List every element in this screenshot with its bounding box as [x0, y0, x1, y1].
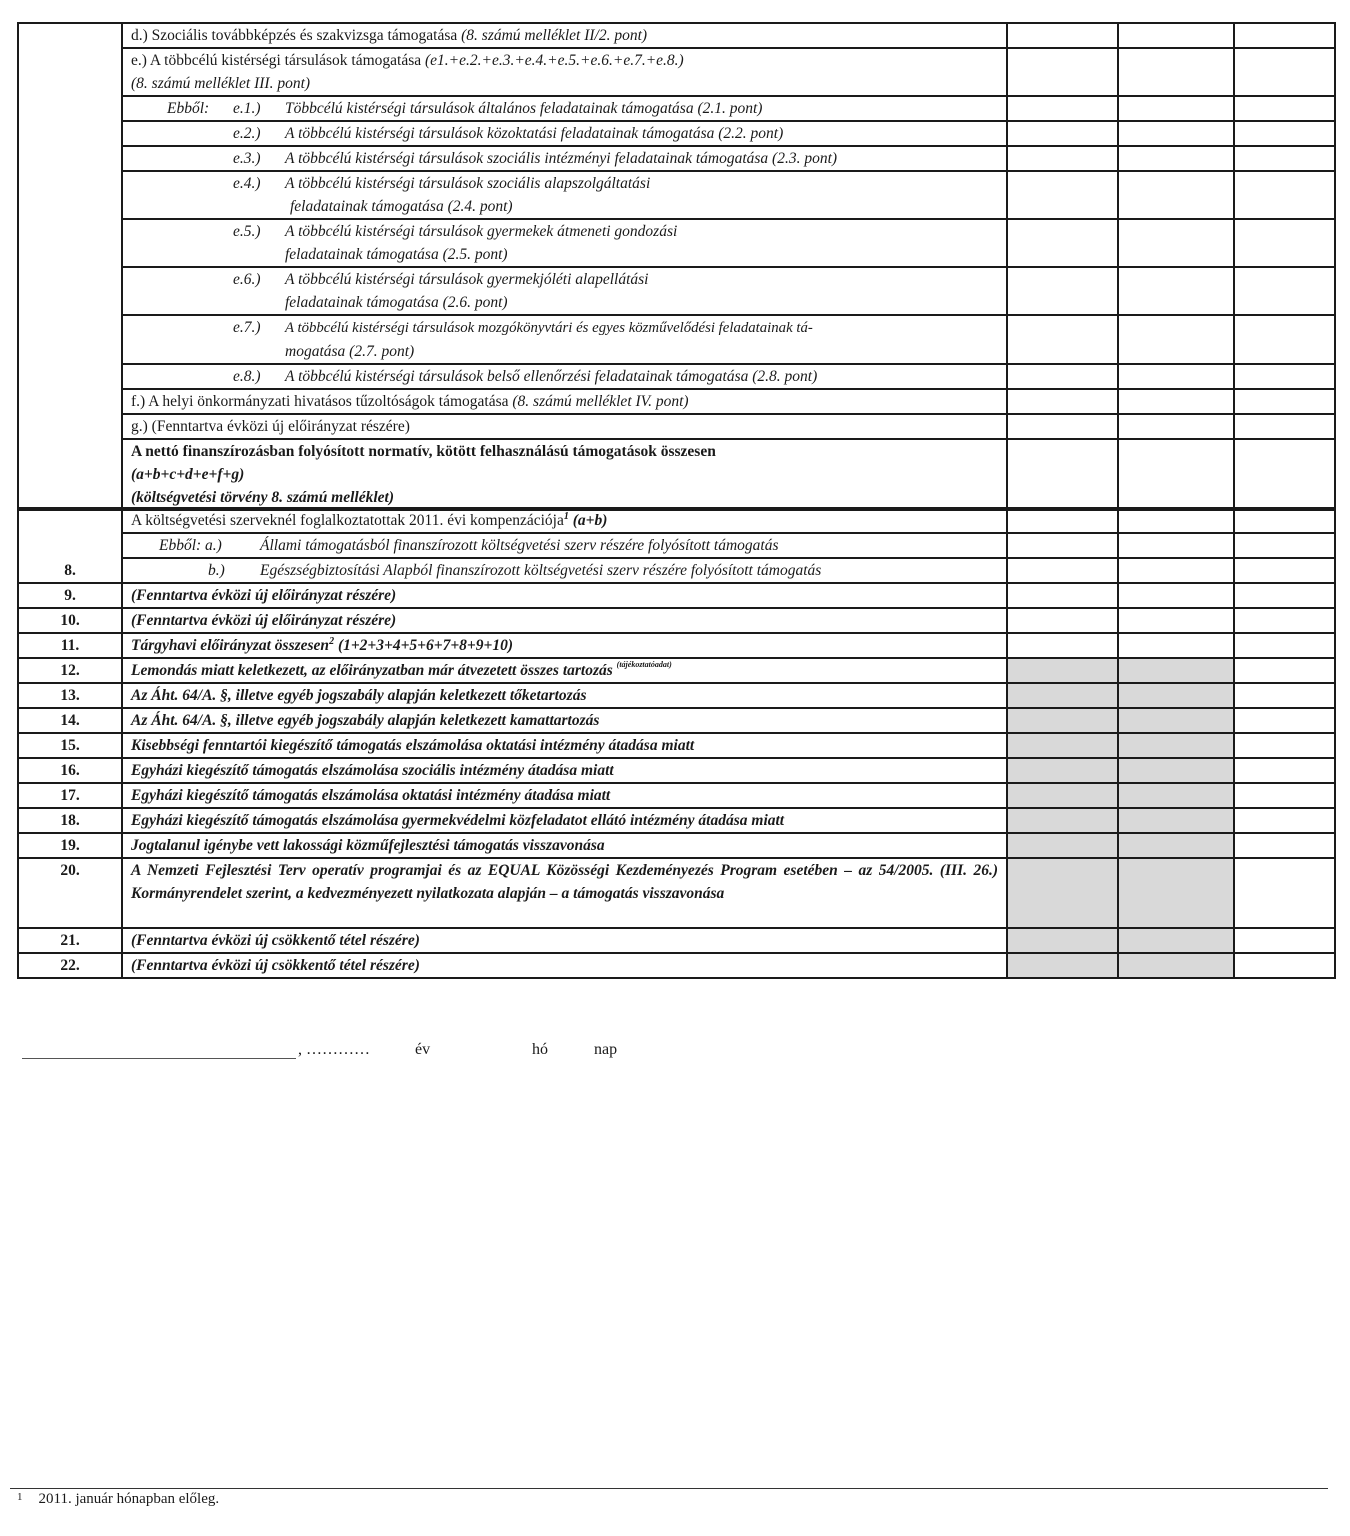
row-9-label: (Fenntartva évközi új előirányzat részére) — [122, 583, 1007, 608]
row-e6-label: e.6.) A többcélú kistérségi társulások gyermekjóléti alapellátási feladatainak támogatása (2.6. pont) — [122, 267, 1007, 315]
row-19-label: Jogtalanul igénybe vett lakossági közműfejlesztési támogatás visszavonása — [122, 833, 1007, 858]
value-cell[interactable] — [1118, 364, 1234, 389]
value-cell[interactable] — [1007, 414, 1118, 439]
year-label: év — [415, 1041, 431, 1058]
table-row — [18, 364, 1335, 389]
value-cell[interactable] — [1234, 146, 1335, 171]
subsidy-table-continued — [17, 507, 1336, 979]
value-cell[interactable] — [1007, 558, 1118, 583]
value-cell[interactable] — [1007, 389, 1118, 414]
value-cell[interactable] — [1234, 608, 1335, 633]
value-cell[interactable] — [1007, 23, 1118, 48]
value-cell[interactable] — [1234, 219, 1335, 267]
table-row — [18, 48, 1335, 96]
shaded-cell — [1007, 953, 1118, 978]
value-cell[interactable] — [1234, 928, 1335, 953]
table-row — [18, 558, 1335, 583]
shaded-cell — [1118, 658, 1234, 683]
value-cell[interactable] — [1234, 683, 1335, 708]
value-cell[interactable] — [1234, 121, 1335, 146]
table-row — [18, 758, 1335, 783]
table-row — [18, 171, 1335, 219]
value-cell[interactable] — [1234, 389, 1335, 414]
row-number: 10. — [18, 608, 122, 633]
row-number: 20. — [18, 858, 122, 928]
value-cell[interactable] — [1007, 171, 1118, 219]
table-row — [18, 658, 1335, 683]
value-cell[interactable] — [1234, 633, 1335, 658]
value-cell[interactable] — [1007, 315, 1118, 364]
row-e-label: e.) A többcélú kistérségi társulások támogatása (e1.+e.2.+e.3.+e.4.+e.5.+e.6.+e.7.+e.8.) (8. számú melléklet III. pont) — [122, 48, 1007, 96]
value-cell[interactable] — [1118, 583, 1234, 608]
shaded-cell — [1007, 658, 1118, 683]
row-d-label: d.) Szociális továbbképzés és szakvizsga támogatása (8. számú melléklet II/2. pont) — [122, 23, 1007, 48]
value-cell[interactable] — [1234, 808, 1335, 833]
value-cell[interactable] — [1118, 96, 1234, 121]
row-e5-label: e.5.) A többcélú kistérségi társulások gyermekek átmeneti gondozási feladatainak támogatása (2.5. pont) — [122, 219, 1007, 267]
value-cell[interactable] — [1007, 146, 1118, 171]
row-number: 15. — [18, 733, 122, 758]
value-cell[interactable] — [1234, 508, 1335, 533]
row-number: 9. — [18, 583, 122, 608]
table-row — [18, 96, 1335, 121]
value-cell[interactable] — [1234, 708, 1335, 733]
shaded-cell — [1007, 858, 1118, 928]
value-cell[interactable] — [1007, 508, 1118, 533]
shaded-cell — [1118, 953, 1234, 978]
footnote — [17, 1491, 219, 1508]
value-cell[interactable] — [1234, 96, 1335, 121]
value-cell[interactable] — [1234, 658, 1335, 683]
value-cell[interactable] — [1234, 533, 1335, 558]
value-cell[interactable] — [1118, 171, 1234, 219]
shaded-cell — [1118, 858, 1234, 928]
table-row — [18, 833, 1335, 858]
value-cell[interactable] — [1234, 315, 1335, 364]
row-number: 22. — [18, 953, 122, 978]
row-17-label: Egyházi kiegészítő támogatás elszámolása oktatási intézmény átadása miatt — [122, 783, 1007, 808]
table-row — [18, 683, 1335, 708]
shaded-cell — [1007, 833, 1118, 858]
shaded-cell — [1007, 783, 1118, 808]
row-13-label: Az Áht. 64/A. §, illetve egyéb jogszabály alapján keletkezett tőketartozás — [122, 683, 1007, 708]
table-row — [18, 315, 1335, 364]
value-cell[interactable] — [1118, 439, 1234, 510]
table-row — [18, 389, 1335, 414]
value-cell[interactable] — [1118, 633, 1234, 658]
row-e4-label: e.4.) A többcélú kistérségi társulások szociális alapszolgáltatási feladatainak támogatása (2.4. pont) — [122, 171, 1007, 219]
value-cell[interactable] — [1007, 267, 1118, 315]
year-blank[interactable]: , ………… — [298, 1041, 370, 1058]
footnote-divider — [10, 1488, 1328, 1489]
footnote-text: 2011. január hónapban előleg. — [38, 1491, 220, 1507]
value-cell[interactable] — [1234, 858, 1335, 928]
value-cell[interactable] — [1118, 533, 1234, 558]
table-row — [18, 267, 1335, 315]
table-row — [18, 608, 1335, 633]
shaded-cell — [1118, 683, 1234, 708]
day-label: nap — [594, 1041, 618, 1058]
shaded-cell — [1118, 928, 1234, 953]
value-cell[interactable] — [1234, 364, 1335, 389]
table-row — [18, 708, 1335, 733]
row-number: 14. — [18, 708, 122, 733]
value-cell[interactable] — [1118, 146, 1234, 171]
value-cell[interactable] — [1234, 953, 1335, 978]
table-row — [18, 953, 1335, 978]
table-row — [18, 633, 1335, 658]
row-12-label: Lemondás miatt keletkezett, az előirányzatban már átvezetett összes tartozás $^{(tájékoztatóadat)}$ — [122, 658, 1007, 683]
value-cell[interactable] — [1118, 121, 1234, 146]
value-cell[interactable] — [1234, 171, 1335, 219]
value-cell[interactable] — [1118, 389, 1234, 414]
row-number: 19. — [18, 833, 122, 858]
value-cell[interactable] — [1234, 439, 1335, 510]
row-11-label: Tárgyhavi előirányzat összesen$^2$ (1+2+3+4+5+6+7+8+9+10) — [122, 633, 1007, 658]
shaded-cell — [1118, 733, 1234, 758]
row-e3-label: e.3.) A többcélú kistérségi társulások szociális intézményi feladatainak támogatása (2.3. pont) — [122, 146, 1007, 171]
value-cell[interactable] — [1234, 758, 1335, 783]
shaded-cell — [1007, 733, 1118, 758]
table-row — [18, 414, 1335, 439]
table-row — [18, 121, 1335, 146]
value-cell[interactable] — [1118, 23, 1234, 48]
row-e7-label: e.7.) A többcélú kistérségi társulások mozgókönyvtári és egyes közművelődési feladatainak tá- mogatása (2.7. pont) — [122, 315, 1007, 364]
shaded-cell — [1118, 783, 1234, 808]
shaded-cell — [1118, 808, 1234, 833]
shaded-cell — [1007, 708, 1118, 733]
row-number: 8. — [18, 508, 122, 583]
value-cell[interactable] — [1118, 608, 1234, 633]
table-row — [18, 508, 1335, 533]
value-cell[interactable] — [1234, 23, 1335, 48]
row-10-label: (Fenntartva évközi új előirányzat részére) — [122, 608, 1007, 633]
value-cell[interactable] — [1118, 219, 1234, 267]
table-row — [18, 439, 1335, 510]
row-e2-label: e.2.) A többcélú kistérségi társulások közoktatási feladatainak támogatása (2.2. pont) — [122, 121, 1007, 146]
value-cell[interactable] — [1234, 267, 1335, 315]
subsidy-table — [17, 22, 1336, 511]
shaded-cell — [1007, 928, 1118, 953]
row-8-label: A költségvetési szerveknél foglalkoztatottak 2011. évi kompenzációja$^1$ (a+b) — [122, 508, 1007, 533]
value-cell[interactable] — [1007, 533, 1118, 558]
value-cell[interactable] — [1118, 414, 1234, 439]
value-cell[interactable] — [1234, 733, 1335, 758]
place-field[interactable] — [22, 1041, 296, 1059]
row-18-label: Egyházi kiegészítő támogatás elszámolása gyermekvédelmi közfeladatot ellátó intézmény átadása miatt — [122, 808, 1007, 833]
value-cell[interactable] — [1234, 414, 1335, 439]
row-number: 12. — [18, 658, 122, 683]
footnote-mark: 1 — [17, 1491, 23, 1503]
value-cell[interactable] — [1007, 608, 1118, 633]
table-row — [18, 533, 1335, 558]
table-row — [18, 783, 1335, 808]
month-label: hó — [532, 1041, 548, 1058]
value-cell[interactable] — [1007, 633, 1118, 658]
row-g-label: g.) (Fenntartva évközi új előirányzat részére) — [122, 414, 1007, 439]
row-15-label: Kisebbségi fenntartói kiegészítő támogatás elszámolása oktatási intézmény átadása miatt — [122, 733, 1007, 758]
value-cell[interactable] — [1007, 219, 1118, 267]
value-cell[interactable] — [1118, 267, 1234, 315]
row-14-label: Az Áht. 64/A. §, illetve egyéb jogszabály alapján keletkezett kamattartozás — [122, 708, 1007, 733]
signature-date-line — [22, 1041, 1022, 1065]
value-cell[interactable] — [1234, 833, 1335, 858]
row-f-label: f.) A helyi önkormányzati hivatásos tűzoltóságok támogatása (8. számú melléklet IV. pont) — [122, 389, 1007, 414]
row-16-label: Egyházi kiegészítő támogatás elszámolása szociális intézmény átadása miatt — [122, 758, 1007, 783]
row-number: 16. — [18, 758, 122, 783]
row-number: 21. — [18, 928, 122, 953]
row-number: 17. — [18, 783, 122, 808]
row-e8-label: e.8.) A többcélú kistérségi társulások belső ellenőrzési feladatainak támogatása (2.8. pont) — [122, 364, 1007, 389]
row-number: 11. — [18, 633, 122, 658]
value-cell[interactable] — [1234, 558, 1335, 583]
table-row — [18, 583, 1335, 608]
value-cell[interactable] — [1118, 48, 1234, 96]
table-row — [18, 146, 1335, 171]
shaded-cell — [1007, 758, 1118, 783]
value-cell[interactable] — [1118, 558, 1234, 583]
row-number: 13. — [18, 683, 122, 708]
value-cell[interactable] — [1007, 48, 1118, 96]
row-total-label: A nettó finanszírozásban folyósított normatív, kötött felhasználású támogatások összesen (a+b+c+d+e+f+g) (költségvetési törvény 8. számú melléklet) — [122, 439, 1007, 510]
value-cell[interactable] — [1118, 508, 1234, 533]
row-e1-label: Ebből: e.1.) Többcélú kistérségi társulások általános feladatainak támogatása (2.1. pont) — [122, 96, 1007, 121]
table-row — [18, 219, 1335, 267]
table-row — [18, 733, 1335, 758]
table-row — [18, 928, 1335, 953]
row-number: 18. — [18, 808, 122, 833]
shaded-cell — [1118, 708, 1234, 733]
value-cell[interactable] — [1007, 121, 1118, 146]
value-cell[interactable] — [1007, 364, 1118, 389]
value-cell[interactable] — [1118, 315, 1234, 364]
value-cell[interactable] — [1234, 783, 1335, 808]
row-8a-label: Ebből: a.) Állami támogatásból finanszírozott költségvetési szerv részére folyósított támogatás — [122, 533, 1007, 558]
shaded-cell — [1007, 808, 1118, 833]
row-21-label: (Fenntartva évközi új csökkentő tétel részére) — [122, 928, 1007, 953]
shaded-cell — [1007, 683, 1118, 708]
row-number-cell — [18, 23, 122, 510]
row-20-label: A Nemzeti Fejlesztési Terv operatív programjai és az EQUAL Közösségi Kezdeményezés Program esetében – az 54/2005. (III. 26.) Kormányrendelet szerint, a kedvezményezett nyilatkozata alapján – a támogatás visszavonása — [122, 858, 1007, 928]
row-22-label: (Fenntartva évközi új csökkentő tétel részére) — [122, 953, 1007, 978]
table-row — [18, 23, 1335, 48]
value-cell[interactable] — [1007, 96, 1118, 121]
shaded-cell — [1118, 833, 1234, 858]
value-cell[interactable] — [1234, 583, 1335, 608]
table-row — [18, 858, 1335, 928]
value-cell[interactable] — [1007, 583, 1118, 608]
row-8b-label: b.) Egészségbiztosítási Alapból finanszírozott költségvetési szerv részére folyósított támogatás — [122, 558, 1007, 583]
shaded-cell — [1118, 758, 1234, 783]
value-cell[interactable] — [1234, 48, 1335, 96]
value-cell[interactable] — [1007, 439, 1118, 510]
table-row — [18, 808, 1335, 833]
